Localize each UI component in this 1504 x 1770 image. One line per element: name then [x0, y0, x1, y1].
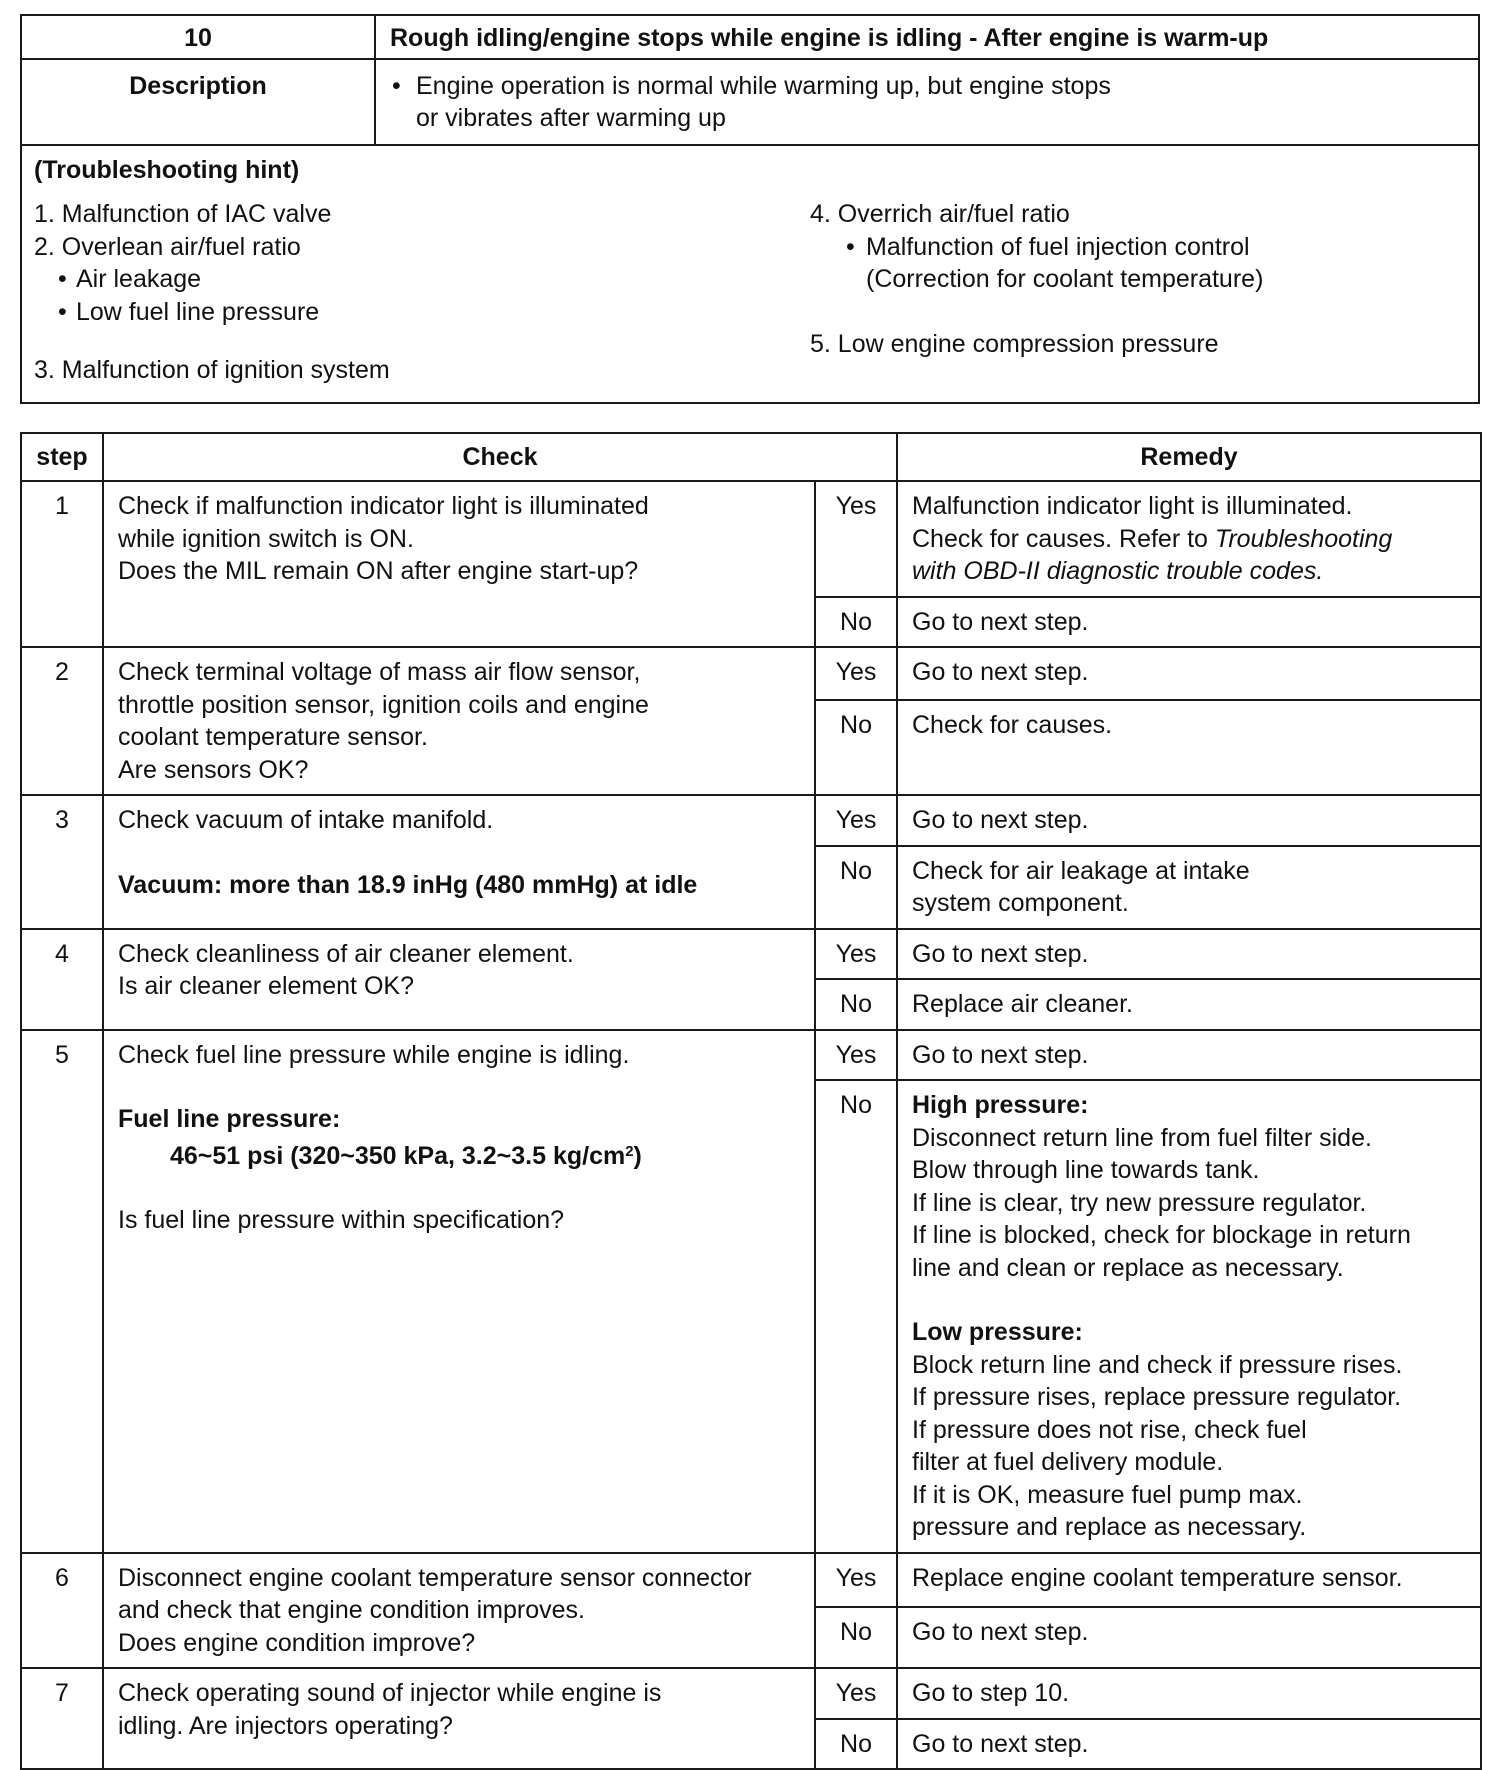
hint-column-left [34, 198, 390, 387]
header-step: step [21, 433, 103, 481]
step-check: Check if malfunction indicator light is illuminated while ignition switch is ON. Does the MIL remain ON after engine start-up? [103, 481, 815, 647]
answer-yes: Yes [815, 481, 897, 597]
remedy-no: Go to next step. [897, 1607, 1481, 1668]
hint-item: 2. Overlean air/fuel ratio [34, 232, 301, 261]
answer-yes: Yes [815, 1668, 897, 1719]
low-pressure-label: Low pressure: [912, 1318, 1083, 1346]
remedy-no: Go to next step. [897, 597, 1481, 648]
hint-subitem: • Low fuel line pressure [34, 296, 390, 329]
fuel-pressure-label: Fuel line pressure: [118, 1105, 341, 1133]
answer-no: No [815, 979, 897, 1030]
table-row [21, 795, 1481, 846]
bullet-icon: • [58, 297, 67, 326]
remedy-yes: Go to step 10. [897, 1668, 1481, 1719]
vacuum-spec: Vacuum: more than 18.9 inHg (480 mmHg) at idle [118, 870, 698, 899]
remedy-no: Replace air cleaner. [897, 979, 1481, 1030]
header-check: Check [103, 433, 897, 481]
answer-no: No [815, 700, 897, 795]
high-pressure-label: High pressure: [912, 1091, 1089, 1119]
fuel-pressure-value: 46~51 psi (320~350 kPa, 3.2~3.5 $kg/cm^2$) [170, 1141, 642, 1170]
answer-no: No [815, 846, 897, 929]
answer-no: No [815, 1607, 897, 1668]
table-row [21, 1030, 1481, 1081]
step-check: Check fuel line pressure while engine is idling. Fuel line pressure: 46~51 psi (320~350 kPa, 3.2~3.5 $kg/cm^2$) Is fuel line pressure within specification? [103, 1030, 815, 1553]
remedy-no: Check for causes. [897, 700, 1481, 795]
remedy-no: Check for air leakage at intake system component. [897, 846, 1481, 929]
step-check: Check vacuum of intake manifold. Vacuum: more than 18.9 inHg (480 mmHg) at idle [103, 795, 815, 929]
step-check: Check operating sound of injector while engine is idling. Are injectors operating? [103, 1668, 815, 1769]
header-remedy: Remedy [897, 433, 1481, 481]
bullet-icon: • [846, 232, 855, 261]
step-number: 6 [21, 1553, 103, 1669]
hint-title: (Troubleshooting hint) [34, 156, 300, 184]
troubleshooting-hint [21, 145, 1479, 403]
description-label: Description [21, 59, 375, 145]
hint-item: 1. Malfunction of IAC valve [34, 200, 332, 228]
step-number: 3 [21, 795, 103, 929]
symptom-table [20, 14, 1480, 404]
step-check: Check cleanliness of air cleaner element. Is air cleaner element OK? [103, 929, 815, 1030]
answer-no: No [815, 1080, 897, 1553]
remedy-yes: Go to next step. [897, 1030, 1481, 1081]
remedy-yes: Malfunction indicator light is illuminated. Check for causes. Refer to Troubleshooting with OBD-II diagnostic trouble codes. [897, 481, 1481, 597]
answer-yes: Yes [815, 1553, 897, 1607]
table-row [21, 1553, 1481, 1607]
step-number: 4 [21, 929, 103, 1030]
step-number: 1 [21, 481, 103, 647]
symptom-title: Rough idling/engine stops while engine is idling - After engine is warm-up [375, 15, 1479, 59]
hint-item: 5. Low engine compression pressure [810, 329, 1219, 358]
remedy-yes: Go to next step. [897, 795, 1481, 846]
description-text [375, 59, 1479, 145]
step-number: 7 [21, 1668, 103, 1769]
answer-yes: Yes [815, 929, 897, 980]
remedy-yes: Go to next step. [897, 929, 1481, 980]
hint-item: 3. Malfunction of ignition system [34, 356, 390, 384]
table-row [21, 929, 1481, 980]
hint-subitem: • Malfunction of fuel injection control [810, 231, 1263, 264]
hint-subitem-continued: (Correction for coolant temperature) [866, 265, 1264, 293]
hint-item: 4. Overrich air/fuel ratio [810, 200, 1070, 228]
answer-no: No [815, 1719, 897, 1770]
symptom-number: 10 [21, 15, 375, 59]
answer-yes: Yes [815, 795, 897, 846]
description-line: Engine operation is normal while warming up, but engine stops [416, 72, 1111, 100]
description-line: or vibrates after warming up [416, 104, 726, 132]
remedy-no: Go to next step. [897, 1719, 1481, 1770]
answer-yes: Yes [815, 647, 897, 700]
remedy-yes: Go to next step. [897, 647, 1481, 700]
answer-no: No [815, 597, 897, 648]
table-row [21, 647, 1481, 700]
hint-subitem: • Air leakage [34, 263, 390, 296]
remedy-no: High pressure: Disconnect return line from fuel filter side. Blow through line towards tank. If line is clear, try new pressure regulator. If line is blocked, check for blockage in return line and clean or replace as necessary. Low pressure: Block return line and check if pressure rises. If pressure rises, replace pressure regulator. If pressure does not rise, check fuel filter at fuel delivery module. If it is OK, measure fuel pump max. pressure and replace as necessary. [897, 1080, 1481, 1553]
table-row [21, 1668, 1481, 1719]
bullet-icon: • [58, 265, 67, 293]
step-check: Disconnect engine coolant temperature sensor connector and check that engine condition improves. Does engine condition improve? [103, 1553, 815, 1669]
steps-table [20, 432, 1482, 1770]
step-check: Check terminal voltage of mass air flow sensor, throttle position sensor, ignition coils and engine coolant temperature sensor. Are sensors OK? [103, 647, 815, 795]
step-number: 5 [21, 1030, 103, 1553]
table-row [21, 481, 1481, 597]
remedy-yes: Replace engine coolant temperature sensor. [897, 1553, 1481, 1607]
answer-yes: Yes [815, 1030, 897, 1081]
step-number: 2 [21, 647, 103, 795]
table-header-row [21, 433, 1481, 481]
hint-column-right [810, 198, 1263, 360]
bullet-icon: • [392, 72, 401, 100]
